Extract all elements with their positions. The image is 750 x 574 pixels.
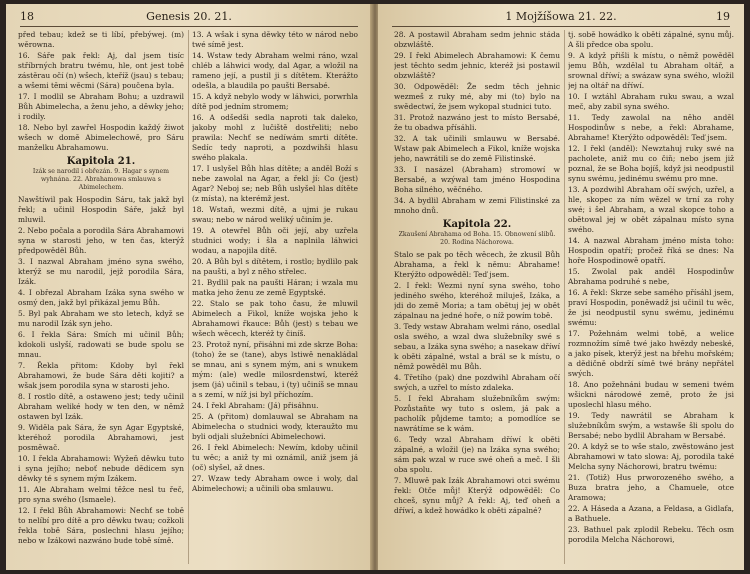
- verse: 9. A když přišli k místu, o němž powěděl jemu Bůh, wzdělal tu Abraham oltář, a srownal dříwí; a swázaw syna swého, wložil jej na oltář na dříwí.: [568, 51, 734, 90]
- verse: 5. I řekl Abraham služebníkům swým: Pozůstaňte wy tuto s oslem, já pak a pacholík půjdeme tamto; a pomodlíce se nawrátíme se k wám.: [394, 394, 560, 433]
- text-block: [394, 250, 560, 516]
- verse: 4. Třetího (pak) dne pozdwihl Abraham očí swých, a uzřel to místo zdaleka.: [394, 373, 560, 392]
- verse: 16. Sáře pak řekl: Aj, dal jsem tisíc stříbrných bratru twému, hle, ont jest tobě zástěrau očí (n) wšech, kteříž (jsau) s tebau; a wšemi těmi wěcmi (Sára) poučena byla.: [18, 51, 184, 90]
- chapter-heading: Kapitola 22.: [442, 219, 512, 230]
- verse: 17. I modlil se Abraham Bohu; a uzdrawil Bůh Abimelecha, a ženu jeho, a děwky jeho; i rodily.: [18, 92, 184, 121]
- verse: 23. Protož nyní, přisáhni mi zde skrze Boha: (toho) že se (tane), abys lstiwě nenakládal se mnau, ani s synem mým, ani s wnukem mým: (ale) wedle milosrdenstwí, kteréž jsem (já) učinil s tebau, i (ty) učiníš se mnau a s zemí, w níž jsi byl příchozím.: [192, 340, 358, 399]
- verse: 21. Bydlil pak na paušti Háran; i wzala mu matka jeho ženu ze země Egyptské.: [192, 278, 358, 297]
- open-book: [6, 4, 744, 570]
- column-divider: [188, 30, 189, 564]
- page-number: 19: [716, 10, 730, 23]
- verse: 32. A tak učinili smlauwu w Bersabé. Wstaw pak Abimelech a Fikol, kníže wojska jeho, nawrátili se do země Filistinské.: [394, 134, 560, 163]
- verse: 28. A postawil Abraham sedm jehnic stáda obzwláště.: [394, 30, 560, 49]
- verse: 27. Wzaw tedy Abraham owce i woly, dal Abimelechowi; a učinili oba smlauwu.: [192, 474, 358, 493]
- verse: 23. Bathuel pak zplodil Rebeku. Těch osm porodila Melcha Náchorowi,: [568, 525, 734, 544]
- verse: 31. Protož nazwáno jest to místo Bersabé, že tu obadwa přísáhli.: [394, 113, 560, 132]
- verse: 10. I wztáhl Abraham ruku swau, a wzal meč, aby zabil syna swého.: [568, 92, 734, 111]
- verse: 16. A řekl: Skrze sebe samého přísáhl jsem, praví Hospodin, poněwadž jsi učinil tu wěc, že jsi neodpustil synu swému, jedinému swému:: [568, 288, 734, 327]
- running-head: Genesis 20. 21.: [146, 10, 232, 23]
- verse: 7. Řekla přitom: Kdoby byl řekl Abrahamowi, že bude Sára děti kojiti? a wšak jsem porodila syna w starosti jeho.: [18, 361, 184, 390]
- verse: 19. Tedy nawrátil se Abraham k služebníkům swým, a wstawše šli spolu do Bersabé; nebo bydlil Abraham w Bersabé.: [568, 411, 734, 440]
- verse: 2. Nebo počala a porodila Sára Abrahamowi syna w starosti jeho, w ten čas, kterýž předpowěděl Bůh.: [18, 226, 184, 255]
- verse: 6. Tedy wzal Abraham dříwí k oběti zápalné, a wložil (je) na Izáka syna swého; sám pak wzal w ruce swé oheň a meč. I šli oba spolu.: [394, 435, 560, 474]
- verse: Stalo se pak po těch wěcech, že zkusil Bůh Abrahama, a řekl k němu: Abrahame! Kterýžto odpowěděl: Teď jsem.: [394, 250, 560, 279]
- verse: 21. (Totiž) Hus prworozeného swého, a Buza bratra jeho, a Chamuele, otce Aramowa;: [568, 473, 734, 502]
- verse: 22. Stalo se pak toho času, že mluwil Abimelech a Fikol, kníže wojska jeho k Abrahamowi řkauce: Bůh (jest) s tebau we wšech wěcech, kteréž ty činíš.: [192, 299, 358, 338]
- verse: 17. Požehnám welmi tobě, a welice rozmnožím símě twé jako hwězdy nebeské, a jako písek, kterýž jest na břehu mořském; a dědičně obdrží símě twé brány nepřátel swých.: [568, 329, 734, 378]
- verse: před tebau; kdež se ti líbí, přebýwej. (m) wěrowna.: [18, 30, 184, 49]
- verse: 16. A odšedši sedla naproti tak daleko, jakoby mohl z lučiště dostřeliti; nebo prawila: Nechť se nedíwám smrti dítěte. Sedíc tedy naproti, a pozdwihši hlasu swého plakala.: [192, 113, 358, 162]
- chapter-heading: Kapitola 21.: [66, 156, 136, 167]
- text-block: [394, 30, 560, 216]
- right-column-2: [568, 30, 734, 566]
- verse: 10. I řekla Abrahamowi: Wyžeň děwku tuto i syna jejího; neboť nebude dědicem syn děwky té s synem mým Izákem.: [18, 454, 184, 483]
- verse: 34. A bydlil Abraham w zemi Filistinské za mnoho dnů.: [394, 196, 560, 215]
- verse: 15. Zwolal pak anděl Hospodinůw Abrahama podruhé s nebe,: [568, 267, 734, 286]
- verse: 5. Byl pak Abraham we sto letech, když se mu narodil Izák syn jeho.: [18, 309, 184, 328]
- verse: 33. I nasázel (Abraham) stromowí w Bersabé, a wzýwal tam jméno Hospodina Boha silného, wěčného.: [394, 165, 560, 194]
- verse: 18. Wstaň, wezmi dítě, a ujmi je rukau swau; nebo w národ weliký učiním je.: [192, 205, 358, 224]
- verse: 18. Nebo byl zawřel Hospodin každý žiwot wšech w domě Abimelechowě, pro Sáru manželku Abrahamowu.: [18, 123, 184, 152]
- verse: 22. A Háseda a Azana, a Feldasa, a Gidlafa, a Bathuele.: [568, 504, 734, 523]
- verse: 26. I řekl Abimelech: Newím, kdoby učinil tu wěc; a aniž ty mi oznámil, aniž jsem já (oč) slyšel, až dnes.: [192, 443, 358, 472]
- verse: 20. A když se to wše stalo, zwěstowáno jest Abrahamowi w tato slowa: Aj, porodila také Melcha syny Náchorowi, bratru twému:: [568, 442, 734, 471]
- left-page-header: [20, 10, 358, 26]
- verse: 25. A (přitom) domlauwal se Abraham na Abimelecha o studnici wody, kteraužto mu byli odjali služebníci Abimelechowi.: [192, 412, 358, 441]
- verse: 13. A pozdwihl Abraham očí swých, uzřel, a hle, skopec za ním wězel w trní za rohy swé; i šel Abraham, a wzal skopce toho a obětowal jej w obět zápalnau místo syna swého.: [568, 185, 734, 234]
- verse: Nawštíwil pak Hospodin Sáru, tak jakž byl řekl; a učinil Hospodin Sáře, jakž byl mluwil.: [18, 195, 184, 224]
- right-page: [378, 4, 744, 570]
- text-block: [192, 30, 358, 494]
- verse: 2. I řekl: Wezmi nyní syna swého, toho jediného swého, kteréhož miluješ, Izáka, a jdi do země Moria; a tam obětuj jej w obět zápalnau na jedné hoře, o níž powím tobě.: [394, 281, 560, 320]
- verse: 13. A wšak i syna děwky této w národ nebo twé símě jest.: [192, 30, 358, 49]
- verse: 12. I řekl Bůh Abrahamowi: Nechť se tobě to nelíbí pro dítě a pro děwku twau; cožkoli řekla tobě Sára, poslechni hlasu jejího; nebo w Izákowi nazwáno bude tobě símě.: [18, 506, 184, 545]
- verse: 3. Tedy wstaw Abraham welmi ráno, osedlal osla swého, a wzal dwa služebníky swé s sebau, a Izáka syna swého; a nasekaw dříwí k oběti zápalné, wstal a brál se k místu, o němž powěděl mu Bůh.: [394, 322, 560, 371]
- text-block: [568, 30, 734, 545]
- page-number: 18: [20, 10, 34, 23]
- right-page-header: [392, 10, 730, 26]
- left-page: [6, 4, 372, 570]
- verse: 14. Wstaw tedy Abraham welmi ráno, wzal chléb a láhwici wody, dal Agar, a wložil na rameno její, a pustil ji s dítětem. Kterážto odešla, a blaudila po paušti Bersabé.: [192, 51, 358, 90]
- text-block: [18, 30, 184, 153]
- verse: 7. Mluwě pak Izák Abrahamowi otci swému řekl: Otče můj! Kterýž odpowěděl: Co chceš, synu můj? A řekl: Aj, teď oheň a dříwí, a kdež howádko k oběti zápalné?: [394, 476, 560, 515]
- verse: tj. sobě howádko k oběti zápalné, synu můj. A šli předce oba spolu.: [568, 30, 734, 49]
- verse: 8. I rostlo dítě, a ostaweno jest; tedy učinil Abraham weliké hody w ten den, w němž ostawen byl Izák.: [18, 392, 184, 421]
- verse: 30. Odpowěděl: Že sedm těch jehnic wezmeš z ruky mé, aby mi (to) bylo na swědectwí, že jsem wykopal studnici tuto.: [394, 82, 560, 111]
- verse: 29. I řekl Abimelech Abrahamowi: K čemu jest těchto sedm jehnic, kteréž jsi postawil obzwláště?: [394, 51, 560, 80]
- header-rule: [20, 26, 358, 27]
- verse: 11. Ale Abraham welmi těžce nesl tu řeč, pro syna swého (Ismaele).: [18, 485, 184, 504]
- verse: 4. I obřezal Abraham Izáka syna swého w osmý den, jakž byl přikázal jemu Bůh.: [18, 288, 184, 307]
- verse: 14. A nazwal Abraham jméno místa toho: Hospodin opatří; pročež říká se dnes: Na hoře Hospodinowě opatří.: [568, 236, 734, 265]
- verse: 12. I řekl (anděl): Newztahuj ruky swé na pacholete, aniž mu co čiň; nebo jsem již poznal, že se Boha bojíš, když jsi neodpustil synu swému, jedinému swému pro mne.: [568, 144, 734, 183]
- verse: 15. A když nebylo wody w láhwici, porwrhla dítě pod jedním stromem;: [192, 92, 358, 111]
- verse: 18. Ano požehnáni budau w semeni twém wšickni národowé země, proto že jsi uposlechl hlasu mého.: [568, 380, 734, 409]
- text-block: [18, 195, 184, 546]
- left-column-2: [192, 30, 358, 566]
- verse: 19. A otewřel Bůh oči její, aby uzřela studnici wody; i šla a naplnila láhwici wodau, a napojila dítě.: [192, 226, 358, 255]
- column-divider: [564, 30, 565, 564]
- right-column-1: [394, 30, 560, 566]
- header-rule: [392, 26, 730, 27]
- chapter-summary: Izák se narodil i obřezán. 9. Hagar s synem wyhnána. 22. Abrahamowa smlauwa s Abimelechem.: [32, 168, 170, 191]
- verse: 11. Tedy zawolal na něho anděl Hospodinůw s nebe, a řekl: Abrahame, Abrahame! Kterýžto odpowěděl: Teď jsem.: [568, 113, 734, 142]
- verse: 17. I uslyšel Bůh hlas dítěte; a anděl Boží s nebe zawolal na Agar, a řekl jí: Co (jest) Agar? Neboj se; neb Bůh uslyšel hlas dítěte (z místa), na kterémž jest.: [192, 164, 358, 203]
- verse: 3. I nazwal Abraham jméno syna swého, kterýž se mu narodil, jejž porodila Sára, Izák.: [18, 257, 184, 286]
- verse: 6. I řekla Sára: Smích mi učinil Bůh; kdokoli uslyší, radowati se bude spolu se mnau.: [18, 330, 184, 359]
- verse: 20. A Bůh byl s dítětem, i rostlo; bydlilo pak na paušti, a byl z něho střelec.: [192, 257, 358, 276]
- verse: 9. Widěla pak Sára, že syn Agar Egyptské, kteréhož porodila Abrahamowi, jest posměwač.: [18, 423, 184, 452]
- chapter-summary: Zkaušení Abrahama od Boha. 15. Obnowení slibů. 20. Rodina Náchorowa.: [398, 231, 556, 246]
- running-head: 1 Mojžíšowa 21. 22.: [505, 10, 617, 23]
- left-column-1: [18, 30, 184, 566]
- verse: 24. I řekl Abraham: (Já) přisáhnu.: [192, 401, 319, 410]
